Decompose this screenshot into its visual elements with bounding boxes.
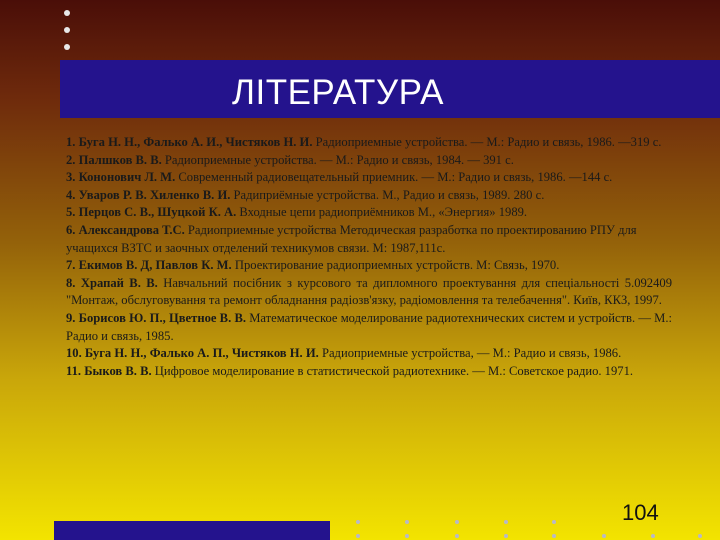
- reference-details: Цифровое моделирование в статистической радиотехнике. — М.: Советское радио. 1971.: [151, 363, 634, 378]
- reference-details: Входные цепи радиоприёмников М., «Энергия» 1989.: [236, 205, 528, 220]
- reference-item: [66, 169, 672, 187]
- dot-icon: [504, 520, 508, 524]
- reference-item: [66, 345, 672, 363]
- reference-item: [66, 222, 672, 257]
- dot-icon: [64, 10, 70, 16]
- reference-details: Навчальний посібник з курсового та дипломного проектування для спеціальності 5.092409 "Монтаж, обслуговування та ремонт обладнання радіозв'язку, радіомовлення та телебачення". Київ, ККЗ, 1997.: [66, 275, 672, 308]
- reference-details: Математическое моделирование радиотехнических систем и устройств. — М.: Радио и связь, 1985.: [66, 310, 672, 343]
- reference-authors: 4. Уваров Р. В. Хиленко В. И.: [66, 187, 231, 202]
- reference-item: [66, 134, 672, 152]
- dot-icon: [455, 520, 459, 524]
- reference-authors: 9. Борисов Ю. П., Цветное В. В.: [66, 310, 246, 325]
- reference-authors: 5. Перцов С. В., Шуцкой К. А.: [66, 205, 237, 220]
- dot-icon: [405, 520, 409, 524]
- dot-icon: [356, 520, 360, 524]
- reference-item: [66, 310, 672, 345]
- reference-authors: 6. Александрова Т.С.: [66, 222, 185, 237]
- dot-icon: [698, 534, 702, 538]
- references-list: [66, 134, 672, 380]
- dot-icon: [602, 534, 606, 538]
- reference-details: Радиоприемные устройства. — М.: Радио и связь, 1984. — 391 с.: [161, 152, 514, 167]
- reference-item: [66, 204, 672, 222]
- dot-icon: [356, 534, 360, 538]
- footer-bar: [54, 521, 330, 540]
- reference-authors: 2. Палшков В. В.: [66, 152, 162, 167]
- page-number: 104: [622, 500, 659, 525]
- reference-item: [66, 187, 672, 205]
- reference-details: Современный радиовещательный приемник. — М.: Радио и связь, 1986. —144 с.: [175, 170, 613, 185]
- reference-authors: 7. Екимов В. Д, Павлов К. М.: [66, 258, 232, 273]
- dot-icon: [552, 534, 556, 538]
- dot-icon: [455, 534, 459, 538]
- dot-icon: [64, 44, 70, 50]
- dot-icon: [405, 534, 409, 538]
- reference-details: Радиоприемные устройства. — М.: Радио и связь, 1986. —319 с.: [312, 135, 662, 149]
- reference-authors: 11. Быков В. В.: [66, 363, 152, 378]
- reference-item: [66, 363, 672, 381]
- reference-item: [66, 152, 672, 170]
- reference-details: Радиоприемные устройства Методическая разработка по проектированию РПУ для учащихся ВЗТС и заочных отделений техникумов связи. М: 1987,111с.: [66, 222, 637, 255]
- reference-details: Радиоприемные устройства, — М.: Радио и связь, 1986.: [318, 346, 622, 361]
- dot-icon: [552, 520, 556, 524]
- reference-item: [66, 257, 672, 275]
- reference-authors: 8. Храпай В. В.: [66, 275, 158, 290]
- decorative-dots: [61, 6, 73, 56]
- reference-item: [66, 275, 672, 310]
- reference-authors: 1. Буга Н. Н., Фалько А. И., Чистяков Н. И.: [66, 135, 313, 149]
- reference-details: Радиприёмные устройства. М., Радио и связь, 1989. 280 с.: [230, 187, 545, 202]
- reference-details: Проектирование радиоприемных устройств. М: Связь, 1970.: [231, 258, 560, 273]
- dot-icon: [651, 534, 655, 538]
- reference-authors: 10. Буга Н. Н., Фалько А. П., Чистяков Н. И.: [66, 346, 319, 361]
- dot-icon: [504, 534, 508, 538]
- reference-authors: 3. Кононович Л. М.: [66, 170, 176, 185]
- dot-icon: [64, 27, 70, 33]
- slide-title: ЛІТЕРАТУРА: [232, 73, 444, 112]
- decorative-dots: [330, 510, 720, 540]
